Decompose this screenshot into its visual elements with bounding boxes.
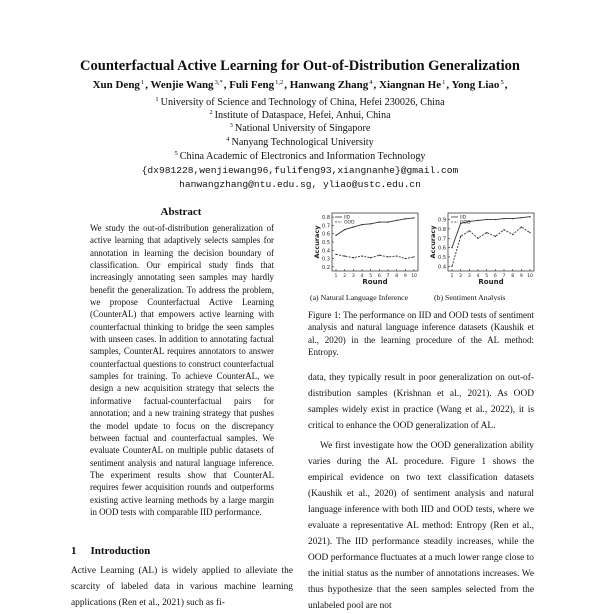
data-point-ood — [521, 226, 522, 227]
affiliation-2 — [0, 109, 600, 121]
x-tick-label: 1 — [450, 274, 454, 279]
x-tick-label: 4 — [360, 274, 364, 279]
y-tick-label: 0.2 — [322, 264, 330, 271]
affiliation-3 — [0, 122, 600, 134]
data-point-ood — [503, 229, 504, 230]
author-name: Fuli Feng — [229, 79, 275, 91]
y-tick-label: 0.5 — [438, 254, 446, 261]
author-sup: 3,* — [214, 79, 223, 86]
y-tick-label: 0.9 — [438, 217, 446, 224]
section-number: 1 — [71, 545, 77, 557]
affiliation-text: National University of Singapore — [234, 123, 371, 134]
author-name: Wenjie Wang — [150, 79, 214, 91]
data-point-ood — [495, 236, 496, 237]
author-name: Xun Deng — [92, 79, 140, 91]
data-point-ood — [335, 254, 336, 255]
x-tick-label: 1 — [334, 274, 338, 279]
subcaption-a: (a) Natural Language Inference — [310, 293, 409, 302]
affiliation-1 — [0, 96, 600, 108]
affiliation-text: University of Science and Technology of China, Hefei 230026, China — [160, 97, 445, 108]
data-point-iid — [387, 221, 388, 222]
author-sup: 1,2 — [275, 79, 284, 86]
x-tick-label: 9 — [403, 274, 407, 279]
data-point-iid — [529, 216, 530, 217]
author-sep: , — [446, 79, 452, 91]
affiliation-sup: 4 — [226, 136, 230, 143]
y-axis-label: Accuracy — [429, 225, 437, 259]
author-sup: 4 — [369, 79, 373, 86]
data-point-iid — [495, 219, 496, 220]
x-tick-label: 2 — [343, 274, 347, 279]
y-tick-label: 0.7 — [322, 223, 330, 230]
data-point-ood — [405, 258, 406, 259]
x-tick-label: 3 — [467, 274, 471, 279]
author-sep: , — [284, 79, 290, 91]
subcaption-b: (b) Sentiment Analysis — [434, 293, 506, 302]
data-point-iid — [405, 218, 406, 219]
author-name: Yong Liao — [451, 79, 500, 91]
data-point-iid — [379, 221, 380, 222]
y-tick-label: 0.4 — [438, 264, 446, 271]
author-sep: , — [145, 79, 151, 91]
data-point-iid — [361, 224, 362, 225]
data-point-ood — [477, 238, 478, 239]
x-tick-label: 5 — [485, 274, 489, 279]
data-point-ood — [451, 266, 452, 267]
data-point-ood — [413, 256, 414, 257]
x-tick-label: 8 — [395, 274, 399, 279]
data-point-ood — [396, 255, 397, 256]
legend-label: IID — [344, 215, 351, 221]
x-tick-label: 7 — [386, 274, 390, 279]
data-point-ood — [529, 232, 530, 233]
x-tick-label: 3 — [351, 274, 355, 279]
chart-a — [313, 213, 418, 286]
data-point-ood — [512, 234, 513, 235]
author-sup: 5 — [500, 79, 504, 86]
y-tick-label: 0.6 — [322, 231, 330, 238]
author-list — [0, 79, 600, 91]
y-tick-label: 0.4 — [322, 248, 330, 255]
data-point-iid — [521, 217, 522, 218]
x-tick-label: 6 — [493, 274, 497, 279]
x-tick-label: 7 — [502, 274, 506, 279]
y-axis-label: Accuracy — [313, 225, 321, 259]
legend-label: IID — [460, 215, 467, 221]
abstract-body: We study the out-of-distribution generalization of active learning that adaptively selects samples for annotation in learning the decision boundary of classification. Our empirical study finds that increasingly annotating seen samples may hardly benefit the generalization. To address the problem, we propose Counterfactual Active Learning (CounterAL) that empowers active learning with counterfactual thinking to bridge the seen samples with unseen cases. In addition to annotating factual samples, CounterAL requires annotators to answer counterfactual questions to construct counterfactual samples for training. To achieve CounterAL, we design a new acquisition strategy that selects the informative factual-counterfactual pairs for annotation; and a new training strategy that pushes the model update to focus on the discrepancy between factual and counterfactual samples. We evaluate CounterAL on multiple public datasets of sentiment analysis and natural language inference. The experiment results show that CounterAL requires fewer acquisition rounds and outperforms existing active learning methods by a large margin in OOD tests with comparable IID performance. — [90, 223, 274, 517]
data-point-ood — [370, 257, 371, 258]
x-axis-label: Round — [362, 278, 388, 286]
data-point-iid — [335, 235, 336, 236]
y-tick-label: 0.7 — [438, 236, 446, 243]
data-point-iid — [396, 220, 397, 221]
author-sep: , — [504, 79, 508, 91]
intro-paragraph: Active Learning (AL) is widely applied to alleviate the scarcity of labeled data in various machine learning applications (Ren et al., 2021) such as fi- — [71, 566, 293, 608]
x-tick-label: 10 — [411, 274, 417, 279]
y-tick-label: 0.8 — [438, 226, 446, 233]
figure-1 — [305, 206, 535, 296]
legend-label: OOD — [344, 220, 355, 226]
affiliation-sup: 1 — [155, 96, 159, 103]
data-point-iid — [512, 218, 513, 219]
data-point-iid — [344, 229, 345, 230]
section-title: Introduction — [90, 545, 151, 557]
data-point-iid — [451, 247, 452, 248]
x-tick-label: 10 — [527, 274, 533, 279]
x-tick-label: 2 — [459, 274, 463, 279]
data-point-ood — [460, 236, 461, 237]
data-point-iid — [503, 218, 504, 219]
figure-caption: Figure 1: The performance on IID and OOD tests of sentiment analysis and natural language inference datasets (Kaushik et al., 2020) in the learning procedure of the AL method: Entropy. — [308, 310, 534, 357]
data-point-ood — [361, 255, 362, 256]
y-tick-label: 0.6 — [438, 245, 446, 252]
paper-title: Counterfactual Active Learning for Out-of-Distribution Generalization — [80, 58, 520, 74]
legend-label: OOD — [460, 220, 471, 226]
x-tick-label: 4 — [476, 274, 480, 279]
author-name: Xiangnan He — [379, 79, 442, 91]
y-tick-label: 0.3 — [322, 256, 330, 263]
right-column-text — [308, 370, 534, 614]
data-point-iid — [477, 220, 478, 221]
email-line-2: hanwangzhang@ntu.edu.sg, yliao@ustc.edu.cn — [179, 179, 421, 190]
chart-b — [429, 213, 534, 286]
data-point-ood — [353, 257, 354, 258]
affiliation-5 — [0, 150, 600, 162]
data-point-iid — [486, 219, 487, 220]
author-sup: 1 — [442, 79, 446, 86]
author-sup: 1 — [140, 79, 145, 86]
author-sep: , — [373, 79, 380, 91]
right-paragraph-2: We first investigate how the OOD generalization ability varies during the AL procedure. Figure 1 shows the empirical evidence on two text classification datasets (Kaushik et al., 2020) of sentiment analysis and natural language inference with both IID and OOD tests, where we evaluate a representative AL method: Entropy (Ren et al., 2021). The IID performance steadily increases, while the OOD performance fluctuates at a much lower range close to the initial status as the number of annotations increases. We thus hypothesize that the seen samples selected from the unlabeled pool are not — [308, 441, 534, 611]
data-point-ood — [379, 255, 380, 256]
right-paragraph-1: data, they typically result in poor generalization on out-of-distribution samples (Krishnan et al., 2021). As OOD samples widely exist in practice (Wang et al., 2022), it is critical to enhance the OOD generalization of AL. — [308, 373, 534, 431]
x-tick-label: 9 — [519, 274, 523, 279]
data-point-iid — [413, 217, 414, 218]
abstract-heading: Abstract — [160, 206, 202, 218]
affiliation-sup: 2 — [209, 109, 213, 116]
x-tick-label: 8 — [511, 274, 515, 279]
author-name: Hanwang Zhang — [289, 79, 369, 91]
data-point-ood — [344, 255, 345, 256]
data-point-ood — [387, 256, 388, 257]
data-point-ood — [486, 232, 487, 233]
y-tick-label: 0.8 — [322, 215, 330, 222]
series-line-ood — [336, 254, 414, 258]
affiliation-sup: 3 — [229, 122, 233, 129]
x-axis-label: Round — [478, 278, 504, 286]
x-tick-label: 6 — [377, 274, 381, 279]
affiliation-text: Institute of Dataspace, Hefei, Anhui, China — [214, 110, 391, 121]
email-line-1: {dx981228,wenjiewang96,fulifeng93,xiangnanhe}@gmail.com — [141, 165, 459, 176]
affiliation-sup: 5 — [174, 150, 178, 157]
data-point-iid — [370, 223, 371, 224]
figure-1-svg — [305, 206, 535, 296]
data-point-iid — [353, 226, 354, 227]
author-sep: , — [223, 79, 230, 91]
x-tick-label: 5 — [369, 274, 373, 279]
section-heading-introduction — [71, 545, 150, 557]
affiliation-text: China Academic of Electronics and Information Technology — [179, 151, 426, 162]
affiliation-4 — [0, 136, 600, 148]
series-line-ood — [452, 227, 530, 266]
data-point-ood — [469, 230, 470, 231]
affiliation-text: Nanyang Technological University — [231, 137, 374, 148]
y-tick-label: 0.5 — [322, 240, 330, 246]
